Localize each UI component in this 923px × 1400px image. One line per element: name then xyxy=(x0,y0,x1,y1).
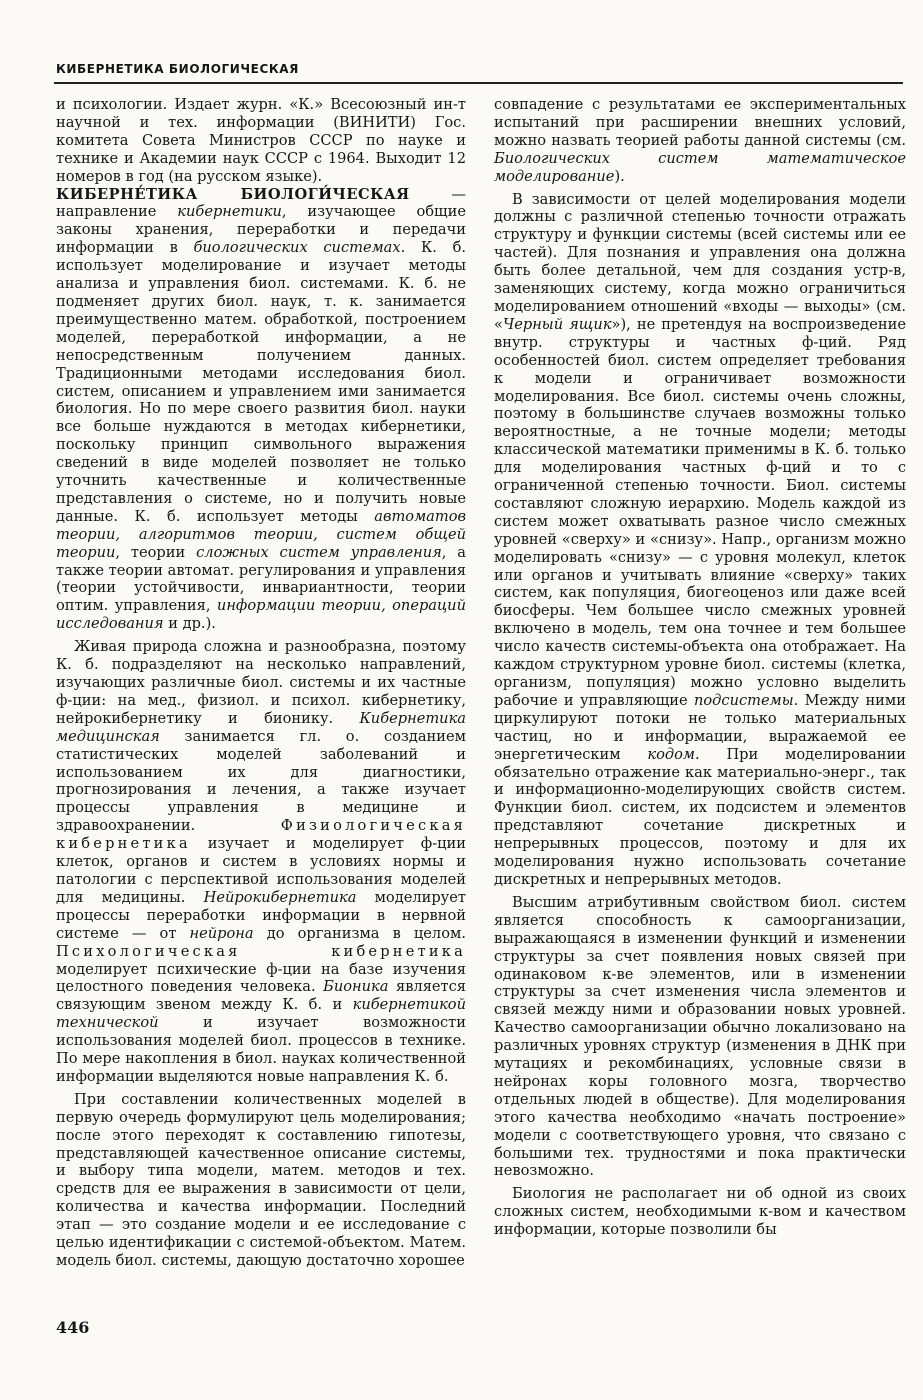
entry-paragraph: КИБЕРНЕ́ТИКА БИОЛОГИ́ЧЕСКАЯ — направление кибернетики, изучающее общие законы хранения, переработки и передачи информации в биологических системах. К. б. использует моделирование и изучает методы анализа и управления биол. системами. К. б. не подменяет других биол. наук, т. к. занимается преимущественно матем. обработкой, построением моделей, переработкой информации, а не непосредственным получением данных. Традиционными методами исследования биол. систем, описанием и управлением ими занимается биология. Но по мере своего развития биол. науки все больше нуждаются в методах кибернетики, поскольку принцип символьного выражения сведений в виде моделей позволяет не только уточнить качественные и количественные представления о системе, но и получить новые данные. К. б. использует методы автоматов теории, алгоритмов теории, систем общей теории, теории сложных систем управления, а также теории автомат. регулирования и управления (теории устойчивости, инвариантности, теории оптим. управления, информации теории, операций исследования и др.). xyxy=(56,185,467,633)
spaced-term: Психологическая кибернетика xyxy=(56,942,466,960)
spaced-term: Физиологическая кибернетика xyxy=(56,817,466,853)
paragraph-3: Живая природа сложна и разнообразна, поэтому К. б. подразделяют на несколько направлений, изучающих различные биол. системы и их частные ф-ции: на мед., физиол. и психол. кибернетику, нейрокибернетику и бионику. Кибернетика медицинская занимается гл. о. созданием статистических моделей заболеваний и использованием их для диагностики, прогнозирования и лечения, а также изучает процессы управления в медицине и здравоохранении. Физиологическая кибернетика изучает и моделирует ф-ции клеток, органов и систем в условиях нормы и патологии с перспективой использования моделей для медицины. Нейрокибернетика моделирует процессы переработки информации в нервной системе — от нейрона до организма в целом. Психологическая кибернетика моделирует психические ф-ции на базе изучения целостного поведения человека. Бионика является связующим звеном между К. б. и кибернетикой технической и изучает возможности использования моделей биол. процессов в технике. По мере накопления в биол. науках количественной информации выделяются новые направления К. б. xyxy=(56,638,466,1085)
paragraph-2: В зависимости от целей моделирования модели должны с различной степенью точности отражать структуру и функции системы (всей системы или ее частей). Для познания и управления она должна быть более детальной, чем для создания устр-в, заменяющих систему, когда можно ограничиться моделированием отношений «входы — выходы» (см. «Черный ящик»), не претендуя на воспроизведение внутр. структуры и частных ф-ций. Ряд особенностей биол. систем определяет требования к модели и ограничивает возможности моделирования. Все биол. системы очень сложны, поэтому в большинстве случаев возможны только вероятностные, а не точные модели; методы классической математики применимы в К. б. только для моделирования частных ф-ций и то с ограниченной степенью точности. Биол. системы составляют сложную иерархию. Модель каждой из систем может охватывать разное число смежных уровней «сверху» и «снизу». Напр., организм можно моделировать «снизу» — с уровня молекул, клеток или органов и учитывать влияние «сверху» таких систем, как популяция, биогеоценоз или даже всей биосферы. Чем большее число смежных уровней включено в модель, тем она точнее и тем большее число качеств системы-объекта она отображает. На каждом структурном уровне биол. системы (клетка, организм, популяция) можно условно выделить рабочие и управляющие подсистемы. Между ними циркулируют потоки не только материальных частиц, но и информации, выражаемой ее энергетическим кодом. При моделировании обязательно отражение как материально-энерг., так и информационно-моделирующих свойств систем. Функции биол. систем, их подсистем и элементов представляют сочетание дискретных и непрерывных процессов, поэтому и для их моделирования нужно использовать сочетание дискретных и непрерывных методов. xyxy=(494,190,906,888)
crossref-link[interactable]: Биологических систем математическое моделирование xyxy=(494,149,906,185)
page-number: 446 xyxy=(56,1318,90,1337)
paragraph-4: При составлении количественных моделей в первую очередь формулируют цель моделирования; после этого переходят к составлению гипотезы, представляющей качественное описание системы, и выбору типа модели, матем. методов и тех. средств для ее выражения в зависимости от цели, количества и качества информации. Последний этап — это создание модели и ее исследование с целью идентификации с системой-объектом. Матем. модель биол. системы, дающую достаточно хорошее xyxy=(56,1090,466,1269)
crossref-link[interactable]: кибернетикой технической xyxy=(56,996,466,1032)
running-head: КИБЕРНЕТИКА БИОЛОГИЧЕСКАЯ xyxy=(56,62,300,76)
crossref-link[interactable]: Кибернетика медицинская xyxy=(56,709,466,745)
crossref-link[interactable]: автоматов теории, алгоритмов теории, систем общей теории xyxy=(56,507,466,561)
right-column xyxy=(494,96,906,1239)
paragraph-3: Высшим атрибутивным свойством биол. систем является способность к самоорганизации, выражающаяся в изменении функций и изменении структуры за счет появления новых связей при одинаковом к-ве элементов, или в изменении структуры за счет изменения числа элементов и связей между ними и образовании новых уровней. Качество самоорганизации обычно локализовано на различных уровнях структур (изменения в ДНК при мутациях и рекомбинациях, условные связи в нейронах коры головного мозга, творчество отдельных людей в обществе). Для моделирования этого качества необходимо «начать построение» модели с соответствующего уровня, что связано с большими тех. трудностями и пока практически невозможно. xyxy=(494,893,906,1180)
crossref-link[interactable]: Черный ящик xyxy=(502,315,612,333)
crossref-link[interactable]: биологических системах xyxy=(193,239,401,257)
paragraph-1: совпадение с результатами ее экспериментальных испытаний при расширении внешних условий, можно назвать теорией работы данной системы (см. Биологических систем математическое моделирование). xyxy=(494,96,906,185)
crossref-link[interactable]: информации теории, операций исследования xyxy=(56,597,466,633)
crossref-link[interactable]: подсистемы xyxy=(693,691,794,709)
crossref-link[interactable]: Бионика xyxy=(323,978,389,996)
header-rule xyxy=(54,82,903,84)
left-column xyxy=(56,96,466,1270)
crossref-link[interactable]: кибернетики xyxy=(177,203,282,221)
crossref-link[interactable]: сложных систем управления xyxy=(196,543,442,561)
crossref-link[interactable]: нейрона xyxy=(189,924,254,942)
crossref-link[interactable]: Нейрокибернетика xyxy=(203,888,357,906)
paragraph-4: Биология не располагает ни об одной из своих сложных систем, необходимыми к-вом и качеством информации, которые позволили бы xyxy=(494,1185,906,1239)
crossref-link[interactable]: кодом xyxy=(647,745,696,763)
entry-headword: КИБЕРНЕ́ТИКА БИОЛОГИ́ЧЕСКАЯ xyxy=(56,185,410,203)
paragraph-1: и психологии. Издает журн. «К.» Всесоюзный ин-т научной и тех. информации (ВИНИТИ) Гос. комитета Совета Министров СССР по науке и технике и Академии наук СССР с 1964. Выходит 12 номеров в год (на русском языке). xyxy=(56,96,466,185)
